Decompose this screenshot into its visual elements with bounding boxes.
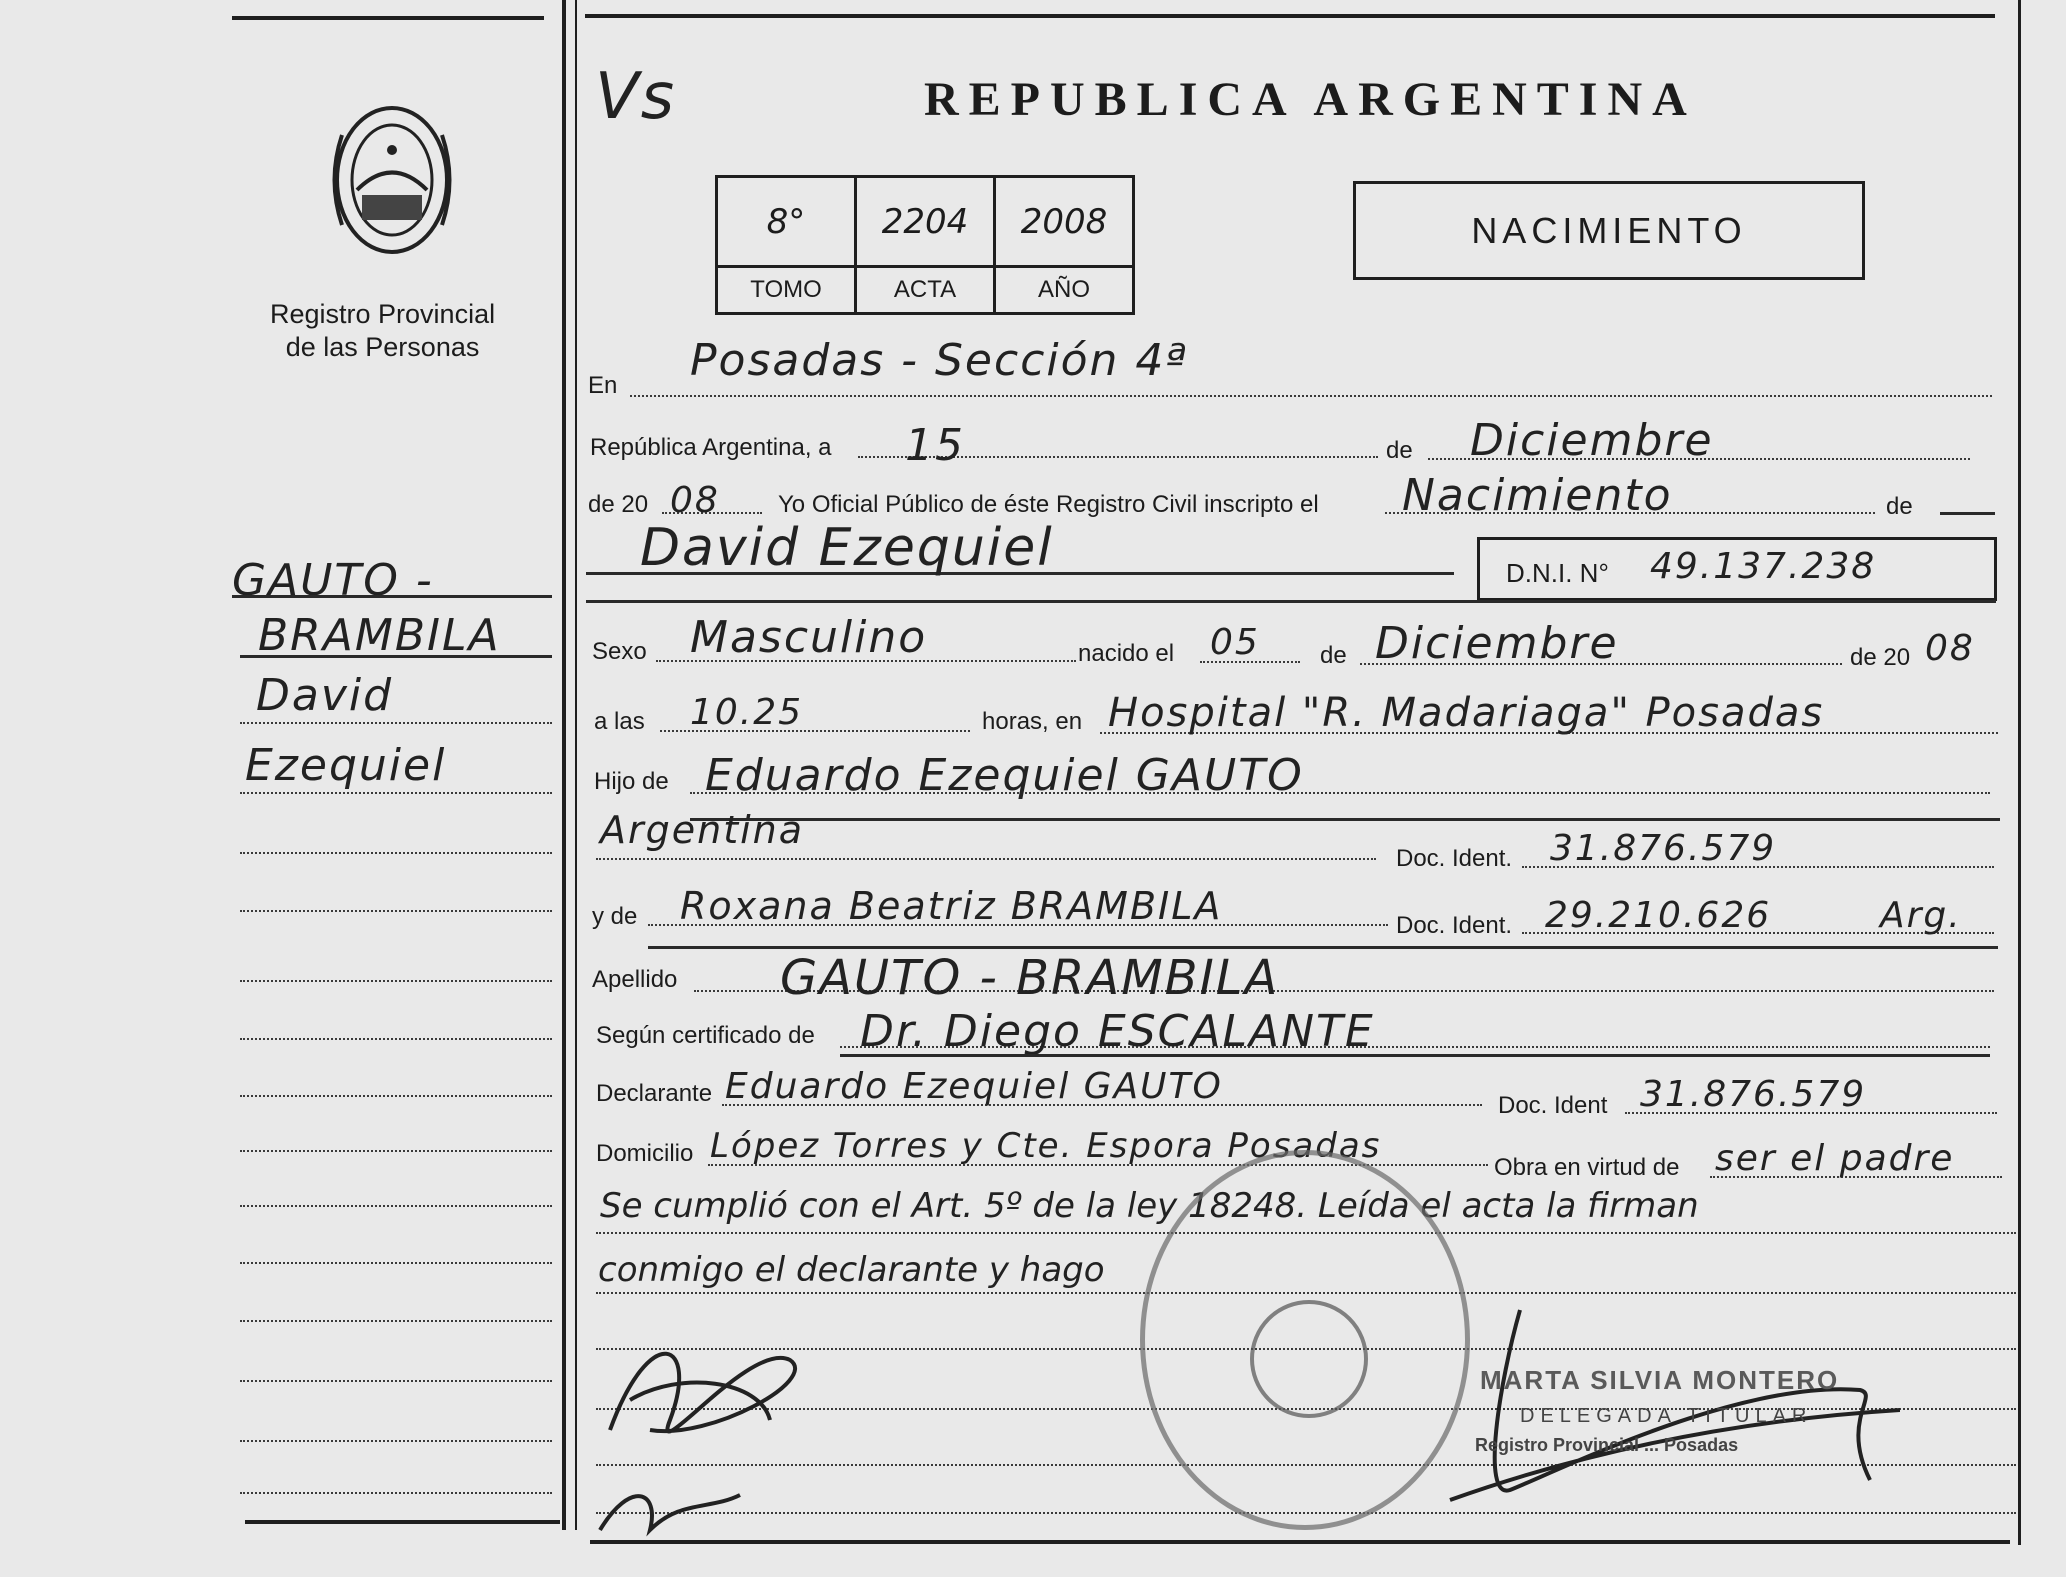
yde-label: y de	[592, 903, 638, 930]
alas-label: a las	[594, 708, 645, 735]
margin-line	[240, 910, 552, 912]
apellido-label: Apellido	[592, 966, 678, 993]
ano-label: AÑO	[996, 265, 1132, 312]
doc-ident-label-2: Doc. Ident.	[1396, 912, 1513, 939]
nota-line-1: Se cumplió con el Art. 5º de la ley 18248. Leída el acta la firman	[600, 1186, 1699, 1226]
padre-value: Eduardo Ezequiel GAUTO	[705, 750, 1304, 801]
corner-mark: Vs	[595, 60, 677, 134]
padre-doc: 31.876.579	[1550, 828, 1777, 869]
margin-line	[240, 792, 552, 794]
tomo-label: TOMO	[718, 265, 854, 312]
domicilio-value: López Torres y Cte. Espora Posadas	[710, 1126, 1382, 1166]
nacido-de-label: de	[1320, 642, 1347, 669]
margin-line	[240, 1492, 552, 1494]
en-label: En	[588, 372, 618, 399]
acta-label: ACTA	[857, 265, 993, 312]
margin-surname-1: GAUTO -	[232, 555, 434, 606]
margin-line	[240, 1038, 552, 1040]
official-stamp-office: Registro Provincial ... Posadas	[1475, 1435, 1739, 1455]
margin-given-1: David	[256, 670, 394, 721]
oficial-label: Yo Oficial Público de éste Registro Civil inscripto el	[778, 491, 1319, 518]
dni-label: D.N.I. N°	[1506, 558, 1609, 588]
right-edge	[2018, 0, 2021, 1545]
official-stamp-role: DELEGADA TITULAR	[1520, 1405, 1813, 1427]
margin-line	[240, 1440, 552, 1442]
segun-value: Dr. Diego ESCALANTE	[860, 1006, 1375, 1057]
acta-cell	[857, 178, 996, 312]
bottom-rule-right	[590, 1540, 2010, 1544]
record-type-label: NACIMIENTO	[1471, 210, 1747, 251]
acta-value: 2204	[881, 202, 969, 242]
margin-divider-2	[575, 0, 577, 1530]
obra-label: Obra en virtud de	[1494, 1154, 1680, 1181]
record-type-box	[1353, 181, 1865, 280]
nacido-day: 05	[1210, 622, 1260, 663]
month-value: Diciembre	[1470, 415, 1714, 466]
margin-line	[240, 722, 552, 724]
padre-nacionalidad: Argentina	[600, 808, 805, 852]
declarante-label: Declarante	[596, 1080, 713, 1107]
margin-line	[232, 595, 552, 598]
doc-ident-label: Doc. Ident.	[1396, 845, 1513, 872]
madre-doc: 29.210.626	[1545, 895, 1772, 936]
en-line	[630, 395, 1992, 397]
horas-label: horas, en	[982, 708, 1083, 735]
margin-line	[240, 852, 552, 854]
padre-nac-line	[596, 858, 1376, 860]
bottom-rule-left	[245, 1520, 560, 1524]
margin-line	[240, 980, 552, 982]
name-rule	[586, 600, 1996, 603]
nacido-label: nacido el	[1078, 640, 1175, 667]
margin-surname-2: BRAMBILA	[258, 610, 501, 661]
record-table	[715, 175, 1135, 315]
de-line-2	[1940, 512, 1995, 515]
lugar-value: Hospital "R. Madariaga" Posadas	[1108, 690, 1825, 736]
year-prefix: de 20	[588, 491, 649, 518]
sexo-label: Sexo	[592, 638, 647, 665]
nacido-year-prefix: de 20	[1850, 644, 1911, 671]
inscripto-value: Nacimiento	[1402, 470, 1673, 521]
margin-given-2: Ezequiel	[245, 740, 447, 791]
madre-value: Roxana Beatriz BRAMBILA	[680, 884, 1223, 928]
padre-rule	[690, 818, 2000, 821]
de-label-2: de	[1886, 493, 1913, 520]
margin-divider	[562, 0, 566, 1530]
republica-label: República Argentina, a	[590, 434, 832, 461]
child-name: David Ezequiel	[640, 518, 1054, 578]
province-seal-icon	[322, 95, 462, 265]
sexo-value: Masculino	[690, 612, 928, 663]
document-title: REPUBLICA ARGENTINA	[924, 73, 1697, 126]
ano-value: 2008	[1020, 202, 1108, 242]
declarant-signature	[590, 1280, 850, 1540]
margin-line	[240, 1150, 552, 1152]
segun-rule	[840, 1054, 1990, 1057]
doc-ident-label-3: Doc. Ident	[1498, 1092, 1608, 1119]
domicilio-label: Domicilio	[596, 1140, 694, 1167]
declarante-value: Eduardo Ezequiel GAUTO	[725, 1066, 1223, 1107]
day-value: 15	[905, 420, 965, 471]
madre-rule	[648, 946, 1998, 949]
obra-value: ser el padre	[1715, 1138, 1955, 1179]
nacido-year: 08	[1925, 628, 1975, 669]
top-rule-right	[585, 14, 1995, 18]
dni-value: 49.137.238	[1650, 546, 1877, 587]
madre-nacionalidad: Arg.	[1880, 895, 1962, 936]
seal-emblem	[1250, 1300, 1368, 1418]
margin-line	[240, 1320, 552, 1322]
top-rule-left	[232, 16, 544, 20]
margin-line	[240, 1262, 552, 1264]
hora-value: 10.25	[690, 692, 804, 733]
ano-cell	[996, 178, 1132, 312]
registry-name: Registro Provincial de las Personas	[270, 299, 496, 362]
official-stamp-name: MARTA SILVIA MONTERO	[1480, 1365, 1840, 1395]
margin-line	[240, 1095, 552, 1097]
de-label: de	[1386, 437, 1413, 464]
margin-line	[240, 1205, 552, 1207]
segun-label: Según certificado de	[596, 1022, 815, 1049]
apellido-value: GAUTO - BRAMBILA	[780, 950, 1280, 1006]
official-seal	[1140, 1150, 1470, 1530]
year-value: 08	[670, 480, 720, 521]
tomo-cell	[718, 178, 857, 312]
hijo-label: Hijo de	[594, 768, 669, 795]
nota-line-2: conmigo el declarante y hago	[598, 1250, 1105, 1290]
tomo-value: 8°	[766, 202, 806, 242]
nacido-month: Diciembre	[1375, 618, 1619, 669]
margin-line	[240, 655, 552, 658]
en-value: Posadas - Sección 4ª	[690, 335, 1189, 386]
declarante-doc: 31.876.579	[1640, 1074, 1867, 1115]
dni-box	[1477, 537, 1997, 601]
margin-line	[240, 1380, 552, 1382]
